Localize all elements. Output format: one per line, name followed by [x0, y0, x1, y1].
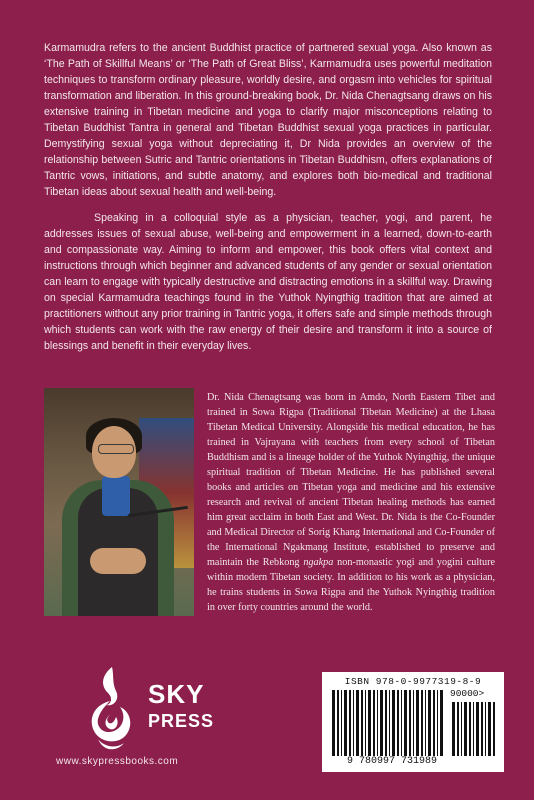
isbn-label: ISBN 978-0-9977319-8-9: [344, 676, 482, 687]
author-bio: [207, 390, 495, 615]
barcode-bar: [413, 690, 414, 756]
barcode-bar: [397, 690, 399, 756]
barcode-bar: [377, 690, 378, 756]
barcode-bar: [481, 702, 483, 756]
barcode-bar: [409, 690, 411, 756]
barcode-bar: [452, 702, 455, 756]
barcode-bar: [464, 702, 467, 756]
barcode-bar: [404, 690, 407, 756]
barcode-bar: [389, 690, 390, 756]
barcode-bar: [341, 690, 342, 756]
barcode-bar: [344, 690, 347, 756]
barcode-bar: [433, 690, 435, 756]
blurb-paragraph-2: Speaking in a colloquial style as a physician, teacher, yogi, and parent, he addresses issues of sexual abuse, well-being and empowerment in a learned, down-to-earth and compassionate way. Aiming to inform and empower, this book offers vital context and instructions through which beginner and advanced students of any gender or sexual orientation can learn to engage with typically destructive and distracting emotions in a skillful way. Drawing on special Karmamudra teachings found in the Yuthok Nyingthig tradition that are aimed at practitioners without any prior training in Tantric yoga, it offers safe and simple methods through which students can work with the raw energy of their desire and transform it into a source of blessings and benefit in their everyday lives.: [44, 212, 492, 352]
barcode-bar: [385, 690, 387, 756]
logo-word-sky: SKY: [148, 679, 205, 709]
barcode-bar: [457, 702, 459, 756]
author-bio-part-2: non-monastic yogi and yogini culture within modern Tibetan society. In addition to his work as a physician, he trains students in Sowa Rigpa and the Yuthok Nyingthig tradition in over forty countries around the world.: [207, 557, 495, 613]
ean-barcode-bars: [332, 690, 446, 756]
barcode-bar: [356, 690, 359, 756]
blurb-paragraph-1: Karmamudra refers to the ancient Buddhist practice of partnered sexual yoga. Also known as ‘The Path of Skillful Means’ or ‘The Path of Great Bliss’, Karmamudra uses powerful meditation techniques to transform ordinary pleasure, worldly desire, and orgasm into vehicles for spiritual transformation and liberation. In this ground-breaking book, Dr. Nida Chenagtsang draws on his extensive training in Tibetan medicine and yoga to clarify major misconceptions relating to Tibetan Buddhist Tantra in general and Tibetan Buddhist sexual yoga practices in particular. Demystifying sexual yoga without depreciating it, Dr Nida provides an overview of the relationship between Sutric and Tantric orientations in Tibetan Buddhism, offers explanations of Tantric vows, initiations, and subtle anatomy, and explores both bio-medical and traditional Tibetan ideas about sexual health and well-being.: [44, 42, 492, 198]
barcode-bar: [368, 690, 371, 756]
barcode-bar: [373, 690, 375, 756]
author-hands: [90, 548, 146, 574]
barcode-bar: [416, 690, 419, 756]
barcode-bar: [476, 702, 479, 756]
publisher-logo: [84, 665, 224, 755]
barcode-bar: [361, 690, 363, 756]
barcode-bar: [349, 690, 351, 756]
price-code: 90000>: [450, 688, 485, 699]
barcode-bar: [461, 702, 462, 756]
back-cover-blurb: [44, 40, 492, 354]
author-glasses: [98, 444, 134, 454]
barcode-bar: [365, 690, 366, 756]
author-bio-part-1: Dr. Nida Chenagtsang was born in Amdo, North Eastern Tibet and trained in Sowa Rigpa (Traditional Tibetan Medicine) at the Lhasa Tibetan Medical University. Alongside his medical education, he has trained in Vajrayana with teachers from every school of Tibetan Buddhism and is a lineage holder of the Yuthok Nyingthig, the unique spiritual tradition of Tibetan Medicine. He has published several books and articles on Tibetan yoga and medicine and his extensive research and revival of ancient Tibetan healing methods has earned him great acclaim in both East and West. Dr. Nida is the Co-Founder and Medical Director of Sorig Khang International and Co-Founder of the International Ngakmang Institute, established to preserve and maintain the Rebkong: [207, 392, 495, 568]
barcode-bar: [337, 690, 339, 756]
barcode-bar: [425, 690, 426, 756]
author-bio-italic: ngakpa: [303, 557, 334, 568]
sky-press-flame-icon: [84, 665, 136, 753]
barcode-bar: [488, 702, 491, 756]
barcode-bar: [437, 690, 438, 756]
barcode-bar: [428, 690, 431, 756]
barcode-bar: [473, 702, 474, 756]
author-scarf: [102, 476, 130, 516]
isbn-barcode: [322, 672, 504, 772]
logo-word-press: PRESS: [148, 711, 215, 731]
barcode-bar: [493, 702, 495, 756]
barcode-bar: [353, 690, 354, 756]
author-photo: [44, 388, 194, 616]
barcode-bar: [392, 690, 395, 756]
barcode-bar: [469, 702, 471, 756]
barcode-bar: [401, 690, 402, 756]
publisher-website: www.skypressbooks.com: [56, 756, 179, 767]
barcode-bar: [440, 690, 443, 756]
barcode-digits: 9 780997 731989: [346, 756, 437, 767]
barcode-bar: [485, 702, 486, 756]
price-barcode-bars: [452, 702, 496, 756]
barcode-bar: [421, 690, 423, 756]
barcode-bar: [380, 690, 383, 756]
barcode-bar: [332, 690, 335, 756]
